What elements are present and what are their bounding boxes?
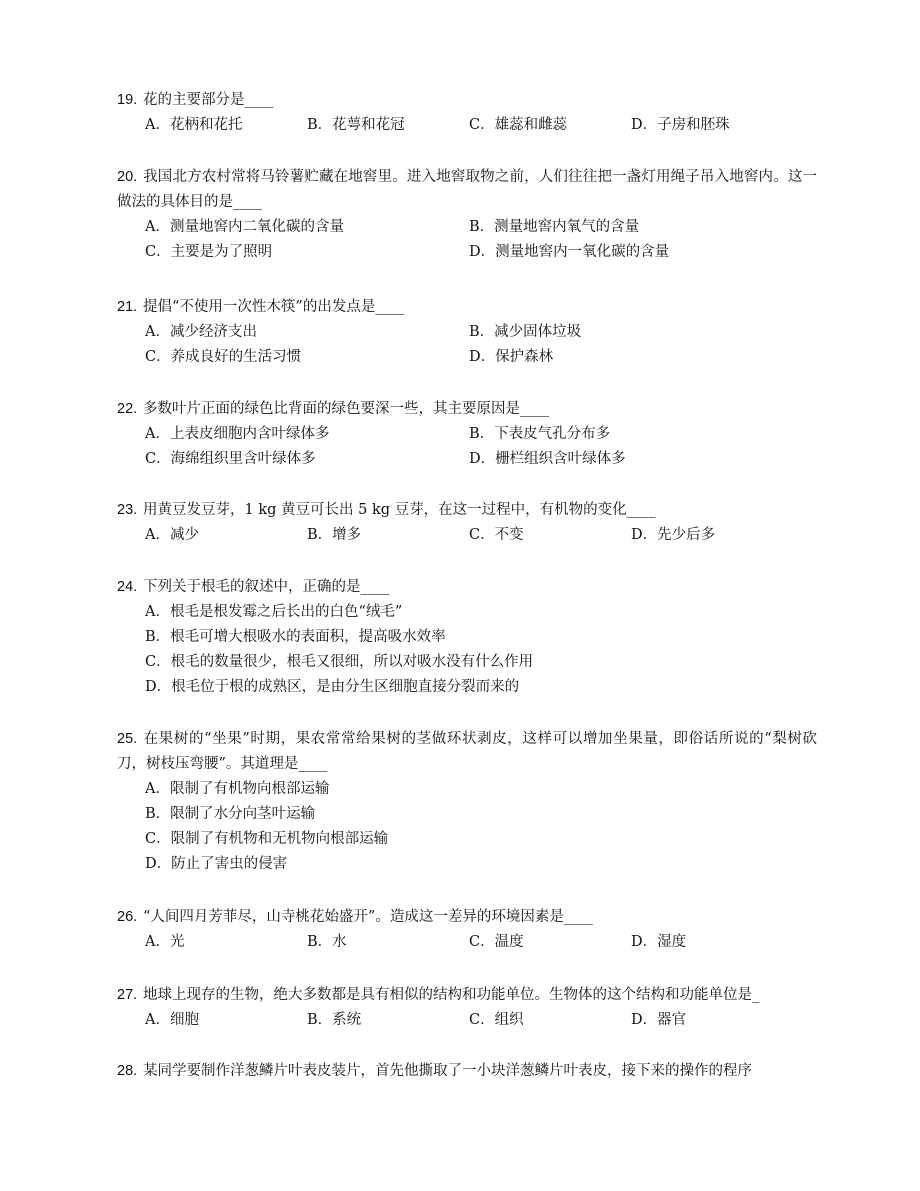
option-a: A．根毛是根发霉之后长出的白色“绒毛” xyxy=(145,604,403,620)
option-d: D．先少后多 xyxy=(631,527,716,543)
option-a: A．减少 xyxy=(145,527,199,543)
options xyxy=(117,1008,817,1033)
options xyxy=(117,523,817,548)
question-20 xyxy=(117,165,817,265)
question-text: “人间四月芳菲尽，山寺桃花始盛开”。造成这一差异的环境因素是____ xyxy=(143,909,593,925)
question-stem xyxy=(117,397,817,422)
option-d: D．根毛位于根的成熟区，是由分生区细胞直接分裂而来的 xyxy=(145,679,520,695)
option-d: D．子房和胚珠 xyxy=(631,117,730,133)
option-c: C．限制了有机物和无机物向根部运输 xyxy=(145,831,389,847)
option-c: C．主要是为了照明 xyxy=(145,244,273,260)
option-b: B．增多 xyxy=(307,527,362,543)
option-d: D．湿度 xyxy=(631,934,687,950)
question-stem xyxy=(117,575,817,600)
option-d: D．保护森林 xyxy=(469,349,554,365)
question-stem xyxy=(117,1059,817,1084)
question-stem xyxy=(117,727,817,777)
question-number: 21. xyxy=(117,299,138,315)
question-text: 提倡“不使用一次性木筷”的出发点是____ xyxy=(143,299,405,315)
question-23 xyxy=(117,498,817,548)
question-text: 在果树的“坐果”时期，果农常常给果树的茎做环状剥皮，这样可以增加坐果量，即俗话所说的“梨树砍刀，树枝压弯腰”。其道理是____ xyxy=(117,731,817,772)
option-d: D．测量地窖内一氧化碳的含量 xyxy=(469,244,670,260)
option-c: C．雄蕊和雌蕊 xyxy=(469,117,568,133)
question-22 xyxy=(117,397,817,472)
option-d: D．器官 xyxy=(631,1012,687,1028)
options xyxy=(117,113,817,138)
question-19 xyxy=(117,88,817,138)
option-b: B．限制了水分向茎叶运输 xyxy=(145,806,316,822)
options xyxy=(117,422,817,472)
option-c: C．不变 xyxy=(469,527,524,543)
option-b: B．根毛可增大根吸水的表面积，提高吸水效率 xyxy=(145,629,446,645)
question-26 xyxy=(117,905,817,955)
question-27 xyxy=(117,983,817,1033)
options xyxy=(117,215,817,265)
question-25 xyxy=(117,727,817,877)
question-text: 某同学要制作洋葱鳞片叶表皮装片，首先他撕取了一小块洋葱鳞片叶表皮，接下来的操作的程序 xyxy=(143,1063,752,1079)
option-a: A．光 xyxy=(145,934,185,950)
option-c: C．组织 xyxy=(469,1012,524,1028)
options xyxy=(117,320,817,370)
question-stem xyxy=(117,88,817,113)
question-text: 地球上现存的生物，绝大多数都是具有相似的结构和功能单位。生物体的这个结构和功能单位是_ xyxy=(143,987,760,1003)
question-text: 用黄豆发豆芽，1 kg 黄豆可长出 5 kg 豆芽，在这一过程中，有机物的变化____ xyxy=(143,502,656,518)
options xyxy=(117,930,817,955)
question-number: 19. xyxy=(117,92,138,108)
question-stem xyxy=(117,905,817,930)
question-number: 27. xyxy=(117,987,138,1003)
option-a: A．减少经济支出 xyxy=(145,324,257,340)
option-a: A．上表皮细胞内含叶绿体多 xyxy=(145,426,330,442)
question-21 xyxy=(117,295,817,370)
question-24 xyxy=(117,575,817,700)
question-number: 26. xyxy=(117,909,138,925)
option-b: B．花萼和花冠 xyxy=(307,117,405,133)
question-number: 20. xyxy=(117,169,138,185)
question-stem xyxy=(117,983,817,1008)
options xyxy=(117,777,817,877)
question-stem xyxy=(117,165,817,215)
question-stem xyxy=(117,498,817,523)
option-a: A．花柄和花托 xyxy=(145,117,243,133)
option-c: C．温度 xyxy=(469,934,524,950)
option-c: C．根毛的数量很少，根毛又很细，所以对吸水没有什么作用 xyxy=(145,654,534,670)
option-a: A．细胞 xyxy=(145,1012,199,1028)
option-a: A．测量地窖内二氧化碳的含量 xyxy=(145,219,344,235)
question-number: 25. xyxy=(117,731,138,747)
options xyxy=(117,600,817,700)
question-stem xyxy=(117,295,817,320)
question-text: 下列关于根毛的叙述中，正确的是____ xyxy=(143,579,390,595)
question-number: 28. xyxy=(117,1063,138,1079)
option-b: B．减少固体垃圾 xyxy=(469,324,582,340)
option-c: C．养成良好的生活习惯 xyxy=(145,349,302,365)
question-number: 23. xyxy=(117,502,138,518)
option-a: A．限制了有机物向根部运输 xyxy=(145,781,330,797)
question-number: 22. xyxy=(117,401,138,417)
option-b: B．系统 xyxy=(307,1012,362,1028)
option-c: C．海绵组织里含叶绿体多 xyxy=(145,451,316,467)
option-d: D．栅栏组织含叶绿体多 xyxy=(469,451,626,467)
question-text: 我国北方农村常将马铃薯贮藏在地窖里。进入地窖取物之前，人们往往把一盏灯用绳子吊入地窖内。这一做法的具体目的是____ xyxy=(117,169,817,210)
option-d: D．防止了害虫的侵害 xyxy=(145,856,288,872)
option-b: B．测量地窖内氧气的含量 xyxy=(469,219,640,235)
option-b: B．水 xyxy=(307,934,347,950)
option-b: B．下表皮气孔分布多 xyxy=(469,426,611,442)
question-28 xyxy=(117,1059,817,1084)
question-text: 花的主要部分是____ xyxy=(143,92,274,108)
question-text: 多数叶片正面的绿色比背面的绿色要深一些，其主要原因是____ xyxy=(143,401,549,417)
question-number: 24. xyxy=(117,579,138,595)
